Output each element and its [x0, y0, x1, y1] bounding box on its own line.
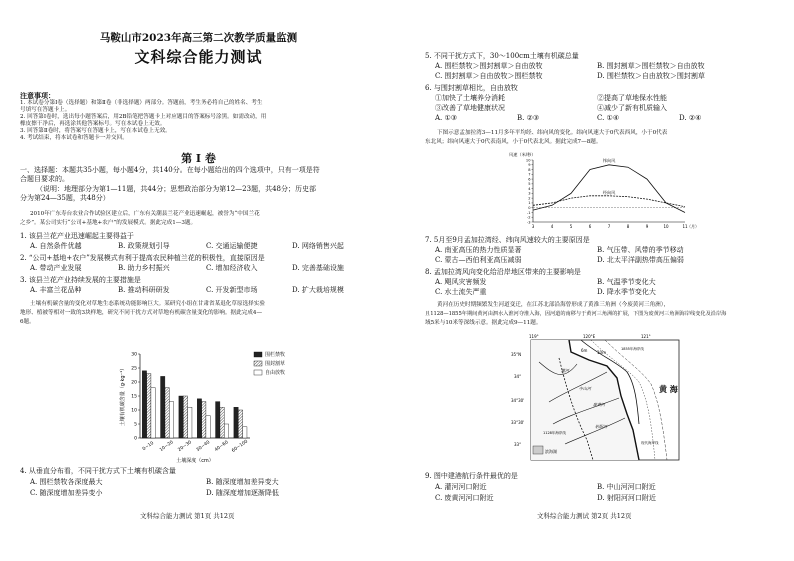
passage3-line1: 下图示意孟加拉湾3—11月多年平均经、纬向风的变化。纬向风速大于0代表西风，小于0代表	[437, 130, 668, 136]
instruction-2: 合题目要求的。	[20, 175, 69, 183]
x-tick-label: 7	[607, 224, 611, 229]
q4-option-c: C. 随深度增加差异变小	[30, 489, 103, 497]
legend-label: 自由放牧	[265, 370, 286, 376]
lat-label-3430: 34°30'	[511, 398, 525, 403]
q8-option-b: B. 气温季节变化大	[597, 278, 656, 286]
y-tick-label: 1	[528, 201, 531, 206]
q8-option-d: D. 降水季节变化大	[597, 288, 656, 296]
y-tick-label: -3	[526, 220, 531, 225]
q6-item-2: ②提高了草地保水性能	[597, 94, 667, 102]
coastline-1855-label: 1855年海岸线	[621, 347, 644, 351]
y-tick-label: 0	[134, 436, 137, 442]
instruction-3: （说明：地理部分为第1—11题，共44分；思想政治部分为第12—23题，共48分；历史部	[36, 185, 316, 193]
bar	[147, 374, 151, 438]
lon-label-119: 119°	[529, 334, 539, 339]
river-label-sheyang: 射阳河	[595, 424, 607, 429]
bar	[161, 376, 165, 438]
right-page	[397, 0, 794, 561]
q7-option-b: B. 气压带、风带的季节移动	[597, 246, 684, 254]
bar	[197, 399, 201, 438]
sea-label: 黄 海	[659, 385, 678, 394]
y-tick-label: 3	[528, 191, 531, 196]
q8-option-c: C. 水土流失严重	[435, 288, 487, 296]
bar	[224, 424, 228, 438]
x-tick-label: 9	[645, 224, 649, 229]
soil-carbon-bar-chart	[100, 346, 300, 466]
bar	[151, 388, 155, 438]
passage4-line2: 且1128—1855年期间黄河由泗水入淮河夺淮入海，因河道的南移与于黄河三角洲的扩展，下图为废黄河三角洲海岸线变化及沿岸海	[425, 311, 727, 317]
series-label: 经向风	[602, 189, 616, 195]
q4-option-d: D. 随深度增加逐渐降低	[206, 489, 279, 497]
q9-option-d: D. 射阳河河口附近	[597, 494, 656, 502]
q2-option-c: C. 增加经济收入	[206, 264, 258, 272]
y-tick-label: 4	[528, 186, 531, 191]
x-tick-label: 10	[663, 224, 669, 229]
x-tick-label: 40~60	[214, 440, 230, 454]
bar	[216, 402, 220, 438]
lon-label-120: 120°E	[583, 334, 596, 339]
q9-option-b: B. 中山河河口附近	[597, 483, 656, 491]
legend-swatch	[254, 361, 262, 366]
passage2-line3: 6题。	[20, 319, 35, 325]
q7-option-a: A. 南亚高压的热力性质显著	[435, 246, 522, 254]
q5-option-c: C. 围封割草＞自由放牧＞围栏禁牧	[435, 72, 543, 80]
exam-title: 马鞍山市2023年高三第二次教学质量监测	[99, 32, 298, 44]
x-tick-label: 20~30	[177, 440, 193, 454]
question-7: 7. 5月至9月孟加拉湾经、纬向风速较大的主要原因是	[425, 236, 590, 244]
series-label: 纬向风	[602, 157, 616, 163]
y-tick-label: 20	[131, 380, 137, 386]
page-footer-2: 文科综合能力测试 第2页 共12页	[537, 512, 632, 520]
notice-2b: 橡皮擦干净后，再选涂其他答案标号。写在本试卷上无效。	[20, 121, 166, 127]
y-tick-label: 5	[528, 182, 531, 187]
river-label-feihuanghe: 废黄河	[593, 402, 605, 407]
q1-option-b: B. 政策规划引导	[118, 242, 170, 250]
bar	[188, 407, 192, 438]
passage4-line1: 黄河在历史时期频繁发生河道变迁，在江苏北部沿海曾形成了黄淮三角洲（今废黄河三角洲），	[437, 302, 670, 308]
bar	[202, 402, 206, 438]
q6-item-1: ①加快了土壤养分消耗	[435, 94, 505, 102]
y-tick-label: 7	[528, 172, 531, 177]
bar	[243, 427, 247, 438]
x-tick-label: 60~100	[231, 439, 249, 454]
bar	[183, 396, 187, 438]
y-tick-label: 10	[525, 158, 531, 163]
notice-1: 1. 本试卷分第Ⅰ卷（选择题）和第Ⅱ卷（非选择题）两部分。答题前，考生务必将自己的姓名、考生	[20, 100, 263, 106]
q3-option-b: B. 推动科研研发	[118, 286, 170, 294]
x-tick-label: 0~10	[141, 440, 155, 453]
q6-item-4: ④减少了新有机质输入	[597, 104, 667, 112]
volume-title: 第 Ⅰ 卷	[181, 152, 216, 165]
bar	[220, 407, 224, 438]
question-1: 1. 该县兰花产业迅速崛起主要得益于	[20, 232, 134, 240]
map-legend-label: 滨海湖	[545, 449, 557, 454]
q4-option-a: A. 围栏禁牧各深度最大	[30, 478, 103, 486]
passage2-line1: 土壤有机碳含量的变化对草地生态系统功能影响巨大。某研究小组在甘肃省某退化草原选择实验	[30, 301, 265, 307]
q3-option-c: C. 开发新型市场	[206, 286, 258, 294]
q6-option-a: A. ①③	[435, 114, 458, 122]
river-label-guanhe: 灌河	[561, 368, 569, 373]
isobath-6m-label: 6m	[581, 348, 588, 353]
bar	[179, 396, 183, 438]
x-axis-unit: （月）	[687, 224, 699, 229]
q6-option-c: C. ①④	[597, 114, 620, 122]
q1-option-d: D. 网络销售兴起	[292, 242, 344, 250]
x-tick-label: 3	[531, 224, 535, 229]
bar	[165, 388, 169, 438]
q9-option-a: A. 灌河河口附近	[435, 483, 487, 491]
q7-option-c: C. 蒙古—西伯利亚高压减弱	[435, 256, 522, 264]
instruction-4: 分为第24—35题，共48分）	[20, 194, 110, 202]
y-tick-label: 15	[131, 394, 137, 400]
bar	[169, 402, 173, 438]
lat-label-3330: 33°30'	[511, 420, 525, 425]
bar	[238, 410, 242, 438]
x-tick-label: 11	[682, 224, 688, 229]
coastline-1128-label: 1128年海岸线	[543, 431, 566, 435]
legend-swatch	[254, 352, 262, 357]
exam-subject: 文科综合能力测试	[134, 48, 263, 66]
passage1-line1: 2010年广东寿台农业合作试验区建立后，广东有关潮县兰花产业迅速崛起，被誉为“中国兰花	[30, 211, 260, 217]
legend-swatch	[254, 370, 262, 375]
x-tick-label: 6	[588, 224, 592, 229]
notice-3: 3. 回答第Ⅱ卷时，将答案写在答题卡上，写在本试卷上无效。	[20, 128, 171, 134]
q6-option-d: D. ②④	[679, 114, 702, 122]
q2-option-a: A. 带动产业发展	[30, 264, 82, 272]
x-tick-label: 30~40	[195, 440, 212, 454]
legend-label: 围封割草	[265, 361, 286, 367]
isobath-10m-label: 10m	[597, 350, 606, 355]
bar	[206, 416, 210, 438]
notice-header: 注意事项：	[20, 91, 55, 100]
question-9: 9. 图中建港航行条件最优的是	[425, 472, 518, 480]
q5-option-d: D. 围栏禁牧＞自由放牧＞围封割草	[597, 72, 705, 80]
x-axis-label: 土壤深度（cm）	[176, 458, 214, 464]
x-tick-label: 4	[550, 224, 554, 229]
lat-label-34: 34°	[514, 374, 522, 379]
bar	[142, 371, 146, 438]
passage3-line2: 东北风；纬向风速大于0代表南风，小于0代表北风。据此完成7—8题。	[425, 139, 602, 145]
passage2-line2: 地形、植被等相对一致的3块样地，研究不同干扰方式对草地有机碳含量变化的影响。据此完成4—	[20, 310, 263, 316]
y-tick-label: -2	[526, 215, 531, 220]
question-6: 6. 与围封割草相比，自由放牧	[425, 84, 518, 92]
y-tick-label: -1	[526, 210, 531, 215]
passage4-line3: 域5米与10米等深线示意。据此完成9—11题。	[425, 320, 542, 326]
q3-option-a: A. 丰富兰花品种	[30, 286, 82, 294]
river-label-zhongshan: 中山河	[579, 386, 591, 391]
q5-option-b: B. 围封割草＞围栏禁牧＞自由放牧	[597, 62, 705, 70]
bar	[234, 407, 238, 438]
instruction-1: 一、选择题：本题共35小题，每小题4分，共140分。在每小题给出的四个选项中，只有一项是符	[20, 166, 320, 174]
y-axis-label: 风速（米/秒）	[509, 152, 536, 157]
notice-2: 2. 回答第Ⅰ卷时，选出每小题答案后，用2B铅笔把答题卡上对应题目的答案标号涂黑。如需改动，用	[20, 114, 267, 120]
y-tick-label: 0	[528, 205, 531, 210]
question-4: 4. 从垂直分布看，不同干扰方式下土壤有机碳含量	[20, 467, 176, 475]
notice-1b: 号填写在答题卡上。	[20, 107, 71, 113]
q8-option-a: A. 飓风灾害频发	[435, 278, 487, 286]
question-8: 8. 孟加拉湾风向变化给沿岸地区带来的主要影响是	[425, 268, 581, 276]
legend-label: 围栏禁牧	[265, 352, 286, 358]
lat-label-33: 33°	[514, 442, 522, 447]
series-line	[533, 196, 685, 207]
y-tick-label: 6	[528, 177, 531, 182]
modern-coastline-label: 现代海岸线	[641, 441, 659, 445]
q1-option-a: A. 自然条件优越	[30, 242, 82, 250]
passage1-line2: 之乡”。某公司实行“公司+基地+农户”的发展模式。据此完成1—3题。	[20, 220, 197, 226]
question-3: 3. 该县兰花产业持续发展的主要措施是	[20, 276, 141, 284]
x-tick-label: 5	[569, 224, 573, 229]
y-tick-label: 9	[528, 163, 531, 168]
y-axis-label: 土壤有机碳含量（g·kg⁻¹）	[120, 365, 126, 427]
lon-label-121: 121°	[641, 334, 651, 339]
q2-option-d: D. 完善基础设施	[292, 264, 344, 272]
notice-4: 4. 考试结束，将本试卷和答题卡一并交回。	[20, 135, 128, 141]
q6-item-3: ③改善了草地健康状况	[435, 104, 505, 112]
q2-option-b: B. 助力乡村振兴	[118, 264, 170, 272]
x-tick-label: 10~20	[159, 440, 175, 454]
y-tick-label: 25	[131, 366, 137, 372]
q4-option-b: B. 随深度增加差异变大	[206, 478, 279, 486]
y-tick-label: 5	[134, 422, 137, 428]
q7-option-d: D. 北太平洋副热带高压偏弱	[597, 256, 684, 264]
wind-speed-line-chart	[505, 150, 705, 230]
q9-option-c: C. 废黄河河口附近	[435, 494, 494, 502]
q1-option-c: C. 交通运输便捷	[206, 242, 258, 250]
q6-option-b: B. ②③	[517, 114, 540, 122]
q3-option-d: D. 扩大栽培规模	[292, 286, 344, 294]
y-tick-label: 10	[131, 408, 137, 414]
page-footer-1: 文科综合能力测试 第1页 共12页	[140, 512, 235, 520]
q5-option-a: A. 围栏禁牧＞围封割草＞自由放牧	[435, 62, 543, 70]
y-tick-label: 2	[528, 196, 531, 201]
x-tick-label: 8	[626, 224, 630, 229]
yellow-river-delta-map	[509, 332, 689, 464]
question-5: 5. 不同干扰方式下，30～100cm土壤有机碳总量	[425, 52, 579, 60]
series-line	[533, 165, 685, 213]
y-tick-label: 30	[131, 352, 137, 358]
y-tick-label: 8	[528, 167, 531, 172]
lat-label-35: 35°N	[511, 352, 522, 357]
question-2: 2. “公司+基地+农户”发展模式有利于提高农民种植兰花的积极性，直接原因是	[20, 254, 265, 262]
